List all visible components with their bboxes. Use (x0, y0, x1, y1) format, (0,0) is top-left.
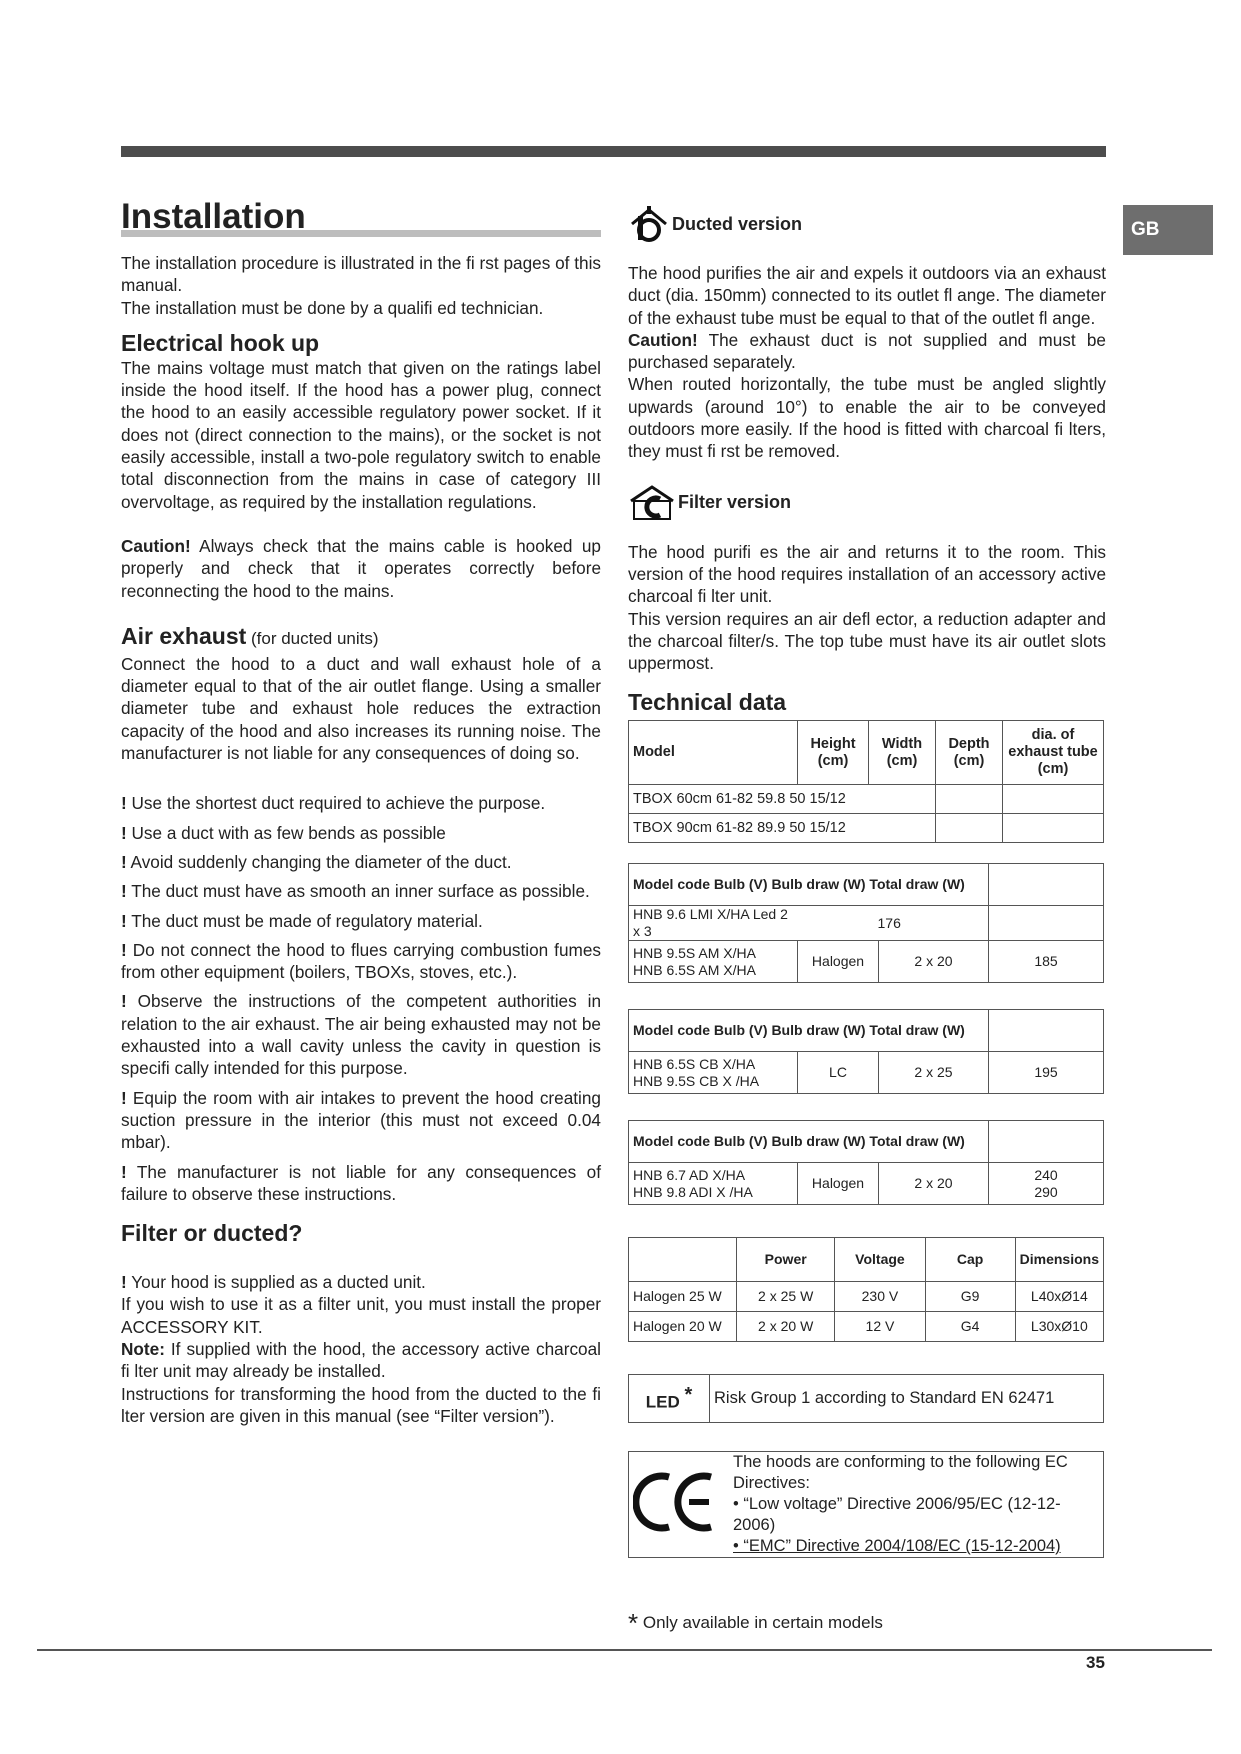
fod-note: Note: If supplied with the hood, the accessory active charcoal fi lter unit may already be installed. (121, 1338, 601, 1382)
list-item: ! The duct must have as smooth an inner surface as possible. (121, 881, 590, 902)
ce-box (628, 1451, 1104, 1558)
list-item: ! Equip the room with air intakes to prevent the hood creating suction pressure in the interior (this must not exceed 0.04 mbar). (121, 1087, 601, 1153)
top-rule (121, 146, 1106, 157)
electrical-text: The mains voltage must match that given on the ratings label inside the hood itself. If the hood has a power plug, connect the hood to an easily accessible regulatory power socket. If it does not (direct connection to the mains), or the socket is not easily accessible, install a two-pole regulatory switch to enable total disconnection from the mains in case of category III overvoltage, as required by the installation regulations. (121, 357, 601, 512)
list-item: ! Use a duct with as few bends as possible (121, 822, 446, 843)
fod-line-2: If you wish to use it as a filter unit, you must install the proper ACCESSORY KIT. (121, 1294, 601, 1337)
page-title: Installation (121, 197, 306, 236)
right-column (628, 204, 1106, 1639)
intro-line-2: The installation must be done by a qualifi ed technician. (121, 297, 544, 318)
bulb-table-2 (628, 1009, 1104, 1094)
led-table (628, 1374, 1104, 1423)
ducted-version-head (628, 204, 1106, 244)
table-header-row: Model code Bulb (V) Bulb draw (W) Total draw (W) (629, 864, 1104, 906)
bulb-table-3 (628, 1120, 1104, 1205)
ce-text: The hoods are conforming to the following EC Directives: • “Low voltage” Directive 2006/95/EC (12-12-2006) • “EMC” Directive 2004/108/EC (15-12-2004) (729, 1452, 1104, 1558)
table-row: Halogen 20 W 2 x 20 W 12 V G4 L30xØ10 (629, 1312, 1104, 1342)
ducted-icon (628, 204, 672, 244)
page-title-block (121, 196, 601, 244)
duct-rules-list (121, 792, 601, 1205)
lamp-table (628, 1237, 1104, 1342)
table-row: Halogen 25 W 2 x 25 W 230 V G9 L40xØ14 (629, 1282, 1104, 1312)
footer-rule (37, 1649, 1212, 1651)
technical-heading: Technical data (628, 689, 787, 716)
table-row: HNB 9.5S AM X/HA HNB 6.5S AM X/HA Halogen 2 x 20 185 (629, 941, 1104, 983)
intro-line-1: The installation procedure is illustrated in the fi rst pages of this manual. (121, 253, 601, 296)
ducted-text-1: The hood purifies the air and expels it outdoors via an exhaust duct (dia. 150mm) connected to its outlet fl ange. The diameter of the exhaust tube must be equal to that of the outlet fl ange. (628, 263, 1106, 328)
filter-version-head (628, 483, 1106, 523)
table-row (629, 1375, 1104, 1423)
list-item: ! Observe the instructions of the competent authorities in relation to the air exhaust. The air being exhausted may not be exhausted into a wall cavity unless the cavity in question is specifi cally intended for this purpose. (121, 991, 601, 1079)
table-row: TBOX 90cm 61-82 89.9 50 15/12 (629, 814, 1104, 843)
table-header-row: Model code Bulb (V) Bulb draw (W) Total draw (W) (629, 1121, 1104, 1163)
electrical-caution (121, 535, 601, 602)
bulb-table-1 (628, 863, 1104, 983)
language-tab: GB (1123, 205, 1213, 255)
fod-line-3: Instructions for transforming the hood from the ducted to the fi lter version are given in this manual (see “Filter version”). (121, 1383, 601, 1426)
electrical-heading: Electrical hook up (121, 329, 320, 356)
led-text: Risk Group 1 according to Standard EN 62471 (710, 1375, 1104, 1423)
list-item: ! Do not connect the hood to flues carrying combustion fumes from other equipment (boilers, TBOXs, stoves, etc.). (121, 939, 601, 983)
filter-icon (628, 483, 678, 523)
air-exhaust-title: Air exhaust (121, 622, 247, 649)
list-item: ! Avoid suddenly changing the diameter of the duct. (121, 851, 512, 872)
table-header-row: Power Voltage Cap Dimensions (629, 1238, 1104, 1282)
table-row: HNB 6.7 AD X/HA HNB 9.8 ADI X /HA Halogen 2 x 20 240 290 (629, 1163, 1104, 1205)
air-exhaust-sub: (for ducted units) (246, 628, 379, 648)
footnote: * Only available in certain models (628, 1608, 883, 1639)
filter-or-ducted-heading: Filter or ducted? (121, 1220, 303, 1247)
table-row: HNB 9.6 LMI X/HA Led 2 x 3 176 (629, 906, 1104, 941)
caution-label: Caution! (121, 535, 191, 556)
filter-text-1: The hood purifi es the air and returns it to the room. This version of the hood requires installation of an accessory active charcoal fi lter unit. (628, 541, 1106, 607)
left-column (121, 196, 601, 1427)
filter-version-label: Filter version (678, 492, 792, 513)
ducted-text-2: When routed horizontally, the tube must be angled slightly upwards (around 10°) to enable the air to be conveyed outdoors more easily. If the hood is fitted with charcoal fi lters, they must fi rst be removed. (628, 374, 1106, 462)
filter-text-2: This version requires an air defl ector, a reduction adapter and the charcoal filter/s. The top tube must have its air outlet slots uppermost. (628, 608, 1106, 674)
list-item: ! The duct must be made of regulatory material. (121, 910, 483, 931)
air-exhaust-text: Connect the hood to a duct and wall exhaust hole of a diameter equal to that of the air outlet flange. Using a smaller diameter tube and exhaust hole reduces the extraction capacity of the hood and also increases its running noise. The manufacturer is not liable for any consequences of doing so. (121, 653, 601, 764)
ducted-version-label: Ducted version (672, 213, 803, 234)
led-label: LED * (629, 1375, 710, 1423)
caution-text: Always check that the mains cable is hooked up properly and check that it operates correctly before reconnecting the hood to the mains. (121, 535, 601, 601)
table-row: HNB 6.5S CB X/HA HNB 9.5S CB X /HA LC 2 x 25 195 (629, 1052, 1104, 1094)
ducted-caution: Caution! The exhaust duct is not supplied and must be purchased separately. (628, 329, 1106, 373)
list-item: ! Use the shortest duct required to achieve the purpose. (121, 793, 546, 814)
page-number: 35 (1086, 1653, 1105, 1672)
table-header-row: Model Height (cm) Width (cm) Depth (cm) dia. of exhaust tube (cm) (629, 721, 1104, 785)
air-exhaust-heading (121, 622, 601, 653)
list-item: ! The manufacturer is not liable for any consequences of failure to observe these instructions. (121, 1161, 601, 1204)
ce-mark (629, 1452, 730, 1558)
fod-line-1: ! Your hood is supplied as a ducted unit. (121, 1272, 426, 1293)
dimensions-table (628, 720, 1104, 843)
table-header-row: Model code Bulb (V) Bulb draw (W) Total draw (W) (629, 1010, 1104, 1052)
table-row: TBOX 60cm 61-82 59.8 50 15/12 (629, 785, 1104, 814)
